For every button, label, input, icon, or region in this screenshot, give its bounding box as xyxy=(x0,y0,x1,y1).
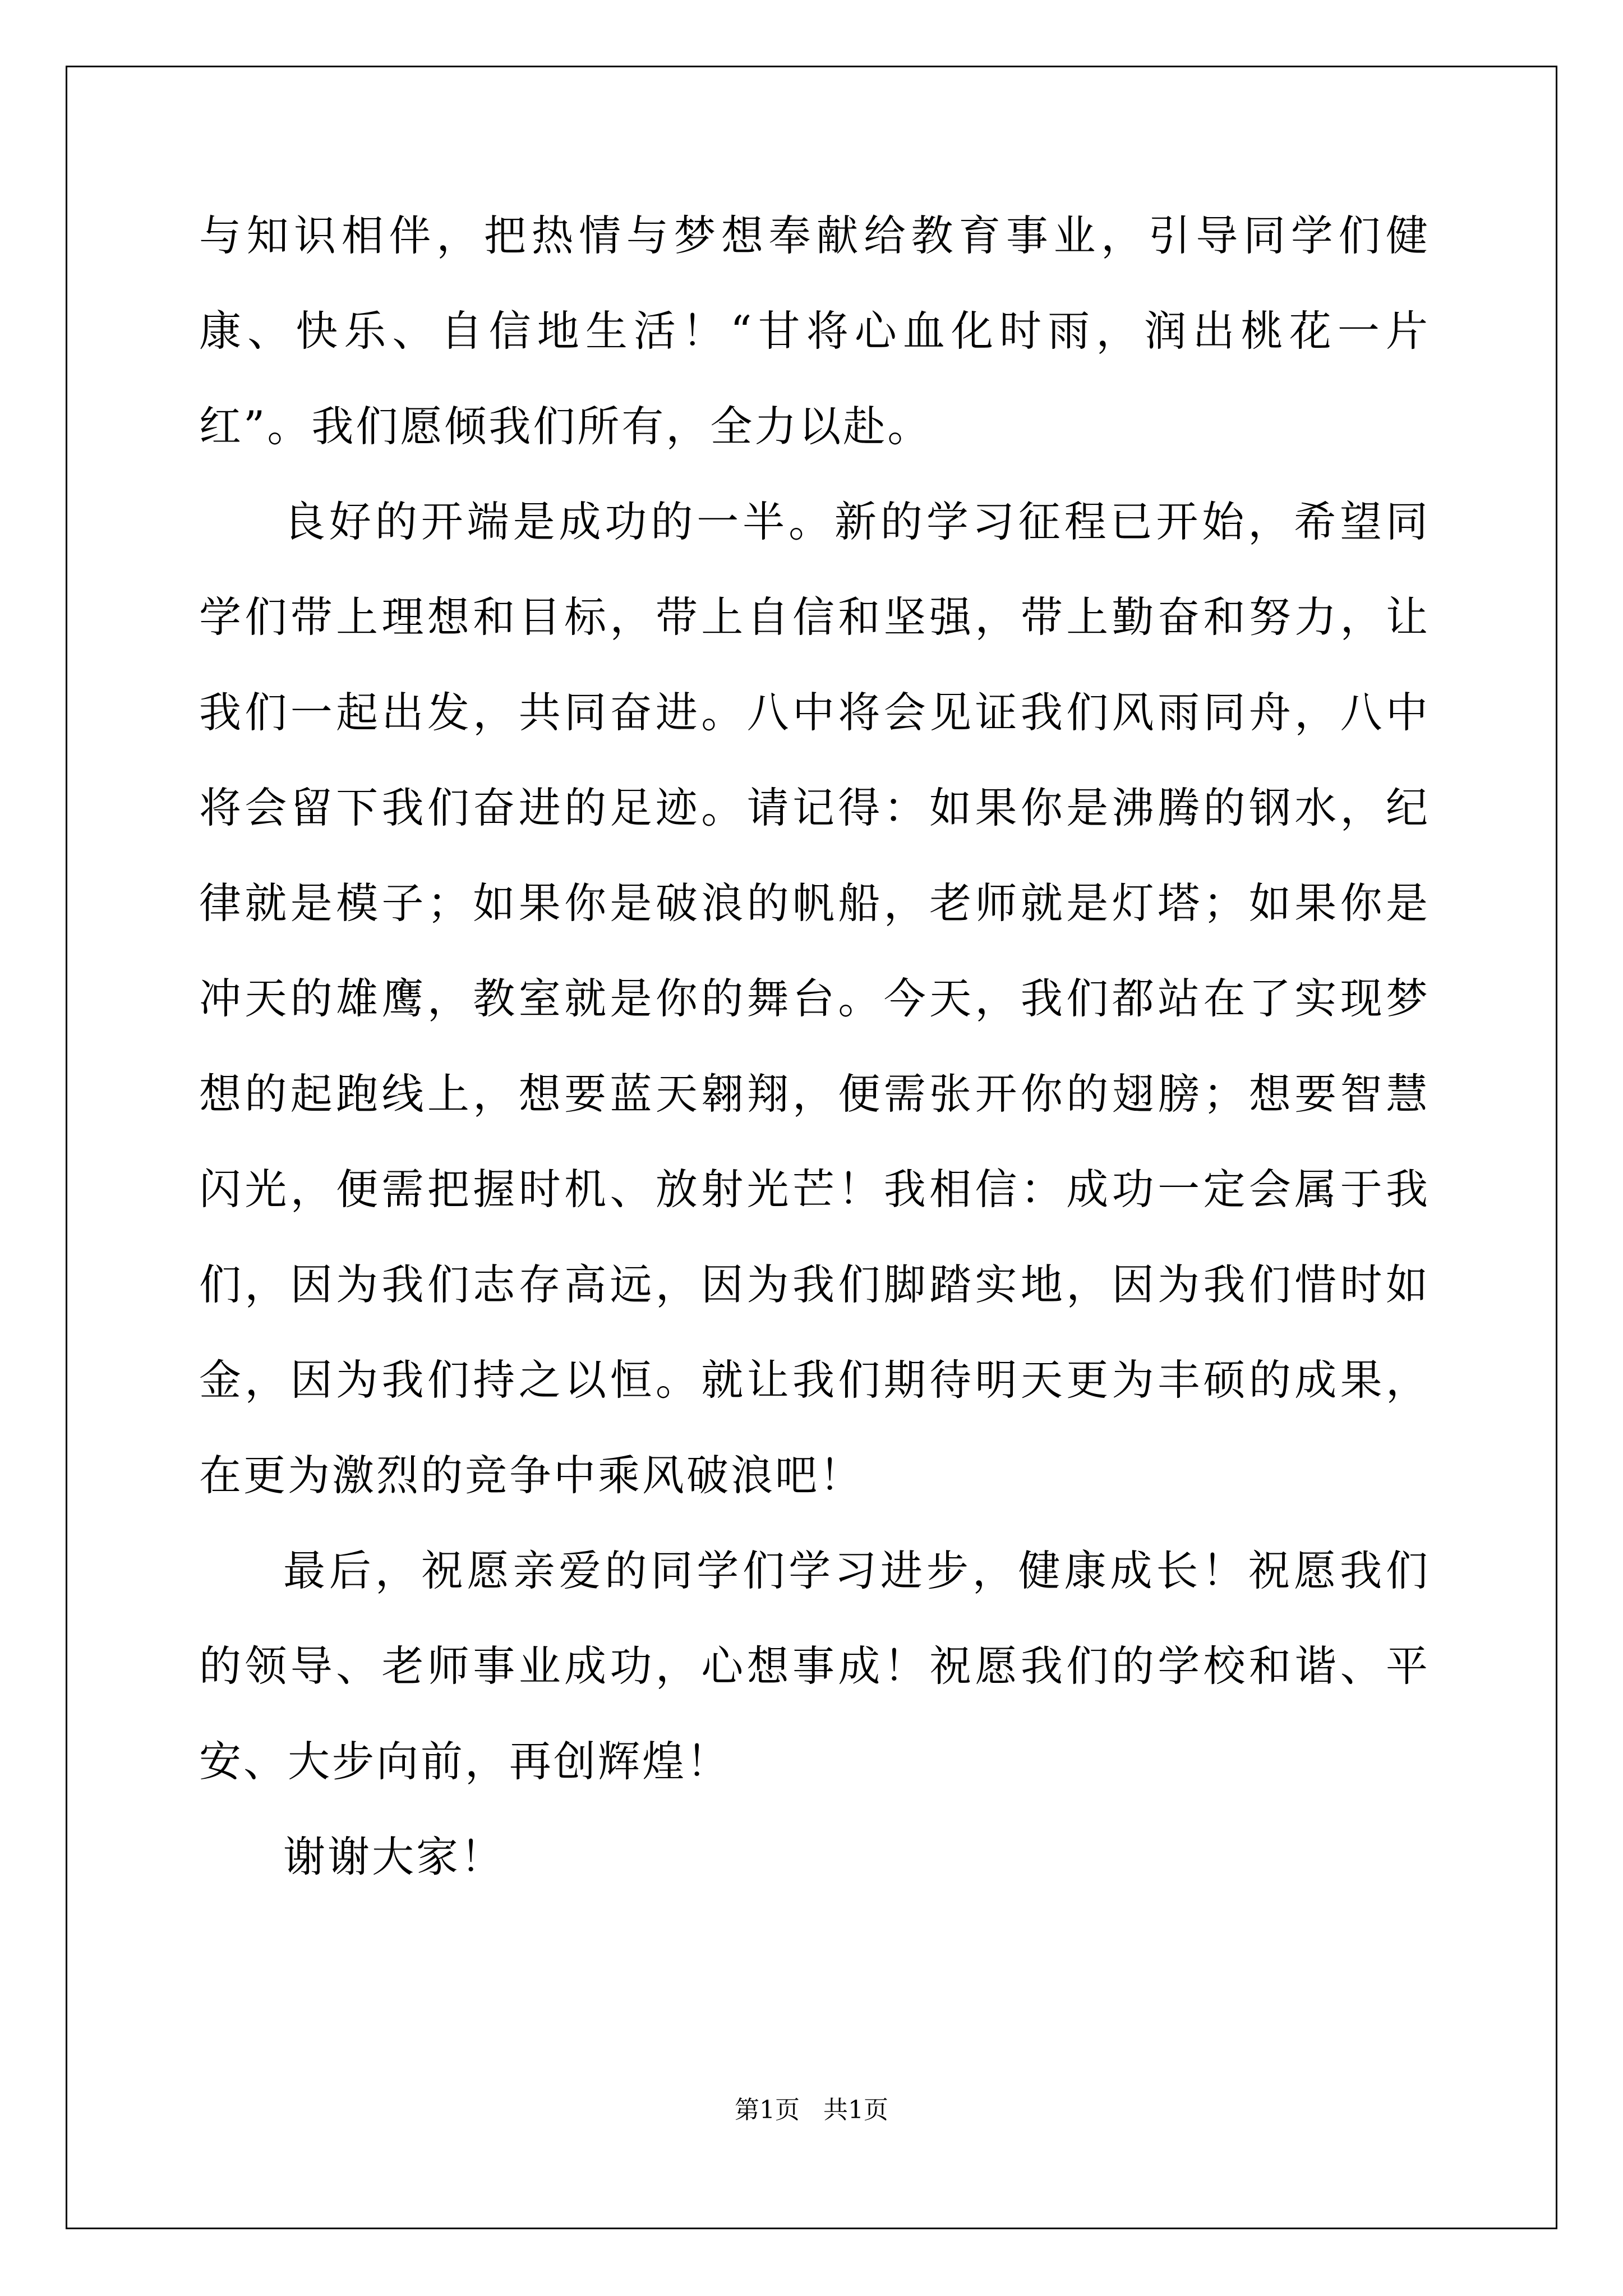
page-footer: 第1页 共1页 xyxy=(735,2096,888,2124)
paragraph-4: 谢谢大家！ xyxy=(283,1832,505,1881)
paragraph-1: 与知识相伴，把热情与梦想奉献给教育事业，引导同学们健康、快乐、自信地生活！“甘将心血化时雨，润出桃花一片红”。我们愿倾我们所有，全力以赴。 xyxy=(199,211,1430,451)
document-body xyxy=(199,188,1430,1904)
paragraph-3: 最后，祝愿亲爱的同学们学习进步，健康成长！祝愿我们的领导、老师事业成功，心想事成！祝愿我们的学校和谐、平安、大步向前，再创辉煌！ xyxy=(199,1546,1430,1786)
paragraph-2: 良好的开端是成功的一半。新的学习征程已开始，希望同学们带上理想和目标，带上自信和坚强，带上勤奋和努力，让我们一起出发，共同奋进。八中将会见证我们风雨同舟，八中将会留下我们奋进的足迹。请记得：如果你是沸腾的钢水，纪律就是模子；如果你是破浪的帆船，老师就是灯塔；如果你是冲天的雄鹰，教室就是你的舞台。今天，我们都站在了实现梦想的起跑线上，想要蓝天翱翔，便需张开你的翅膀；想要智慧闪光，便需把握时机、放射光芒！我相信：成功一定会属于我们，因为我们志存高远，因为我们脚踏实地，因为我们惜时如金，因为我们持之以恒。就让我们期待明天更为丰硕的成果，在更为激烈的竞争中乘风破浪吧！ xyxy=(199,497,1430,1500)
